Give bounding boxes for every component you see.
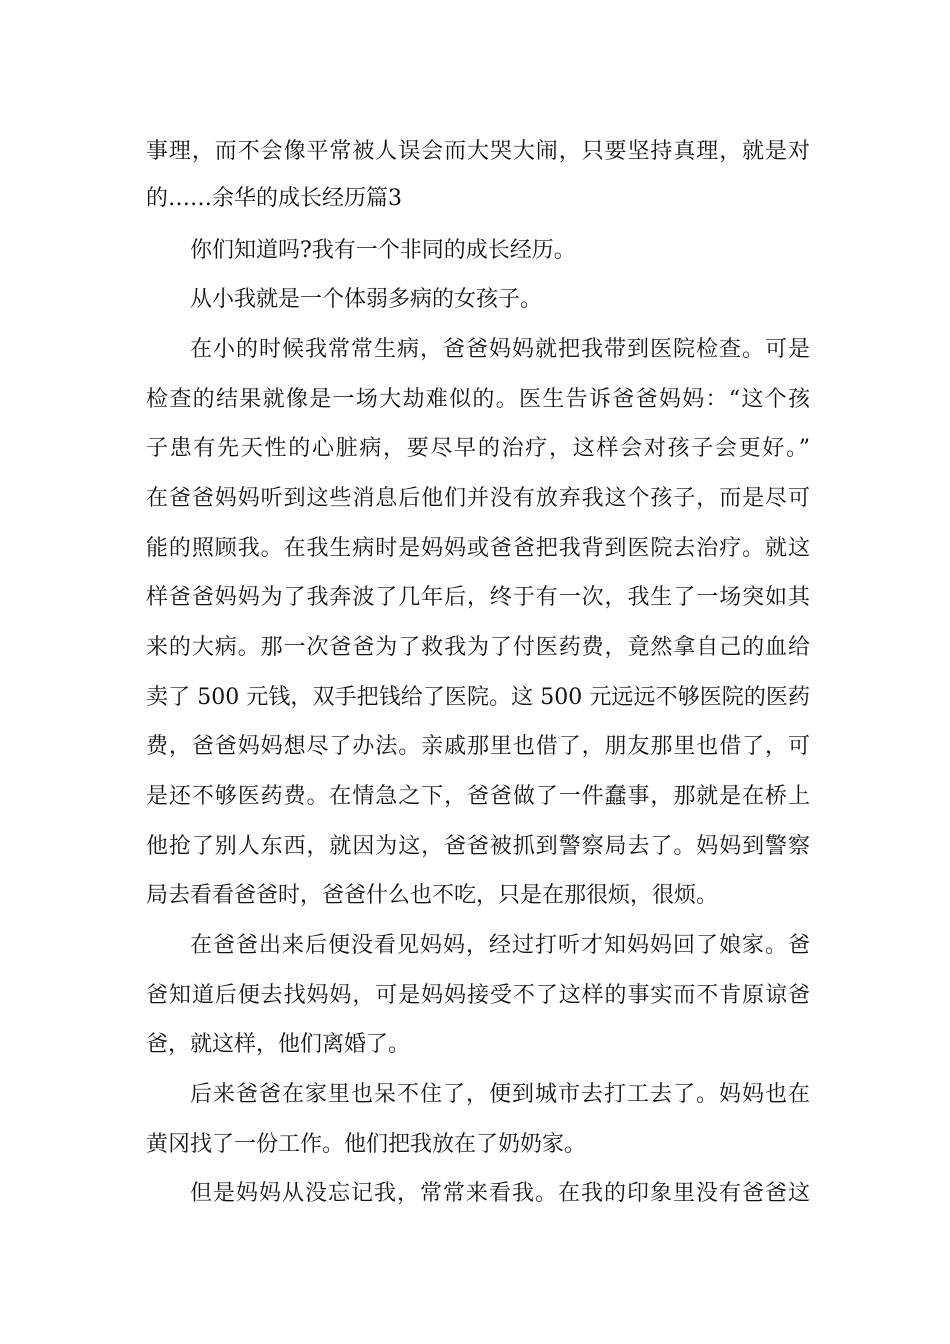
paragraph-first-line: 在小的时候我常常生病，爸爸妈妈就把我带到医院检查。可是 [190, 337, 810, 362]
text-line: 费，爸爸妈妈想尽了办法。亲戚那里也借了，朋友那里也借了，可 [146, 734, 810, 759]
paragraph-first-line: 但是妈妈从没忘记我，常常来看我。在我的印象里没有爸爸这 [190, 1181, 810, 1206]
paragraph-first-line: 在爸爸出来后便没看见妈妈，经过打听才知妈妈回了娘家。爸 [190, 933, 810, 958]
text-line: 的……余华的成长经历篇3 [146, 186, 402, 211]
paragraph-first-line: 从小我就是一个体弱多病的女孩子。 [190, 287, 543, 312]
text-line: 他抢了别人东西，就因为这，爸爸被抓到警察局去了。妈妈到警察 [146, 834, 810, 859]
text-line: 是还不够医药费。在情急之下，爸爸做了一件蠢事，那就是在桥上 [146, 784, 810, 809]
text-line: 样爸爸妈妈为了我奔波了几年后，终于有一次，我生了一场突如其 [146, 585, 810, 610]
text-line: 卖了 500 元钱，双手把钱给了医院。这 500 元远远不够医院的医药 [146, 685, 810, 710]
text-line: 局去看看爸爸时，爸爸什么也不吃，只是在那很烦，很烦。 [146, 883, 719, 908]
text-line: 子患有先天性的心脏病，要尽早的治疗，这样会对孩子会更好。” [146, 436, 810, 461]
text-line: 黄冈找了一份工作。他们把我放在了奶奶家。 [146, 1132, 587, 1157]
text-line: 爸，就这样，他们离婚了。 [146, 1032, 411, 1057]
text-line: 在爸爸妈妈听到这些消息后他们并没有放弃我这个孩子，而是尽可 [146, 486, 810, 511]
text-line: 检查的结果就像是一场大劫难似的。医生告诉爸爸妈妈：“这个孩 [146, 387, 810, 412]
text-line: 来的大病。那一次爸爸为了救我为了付医药费，竟然拿自己的血给 [146, 635, 810, 660]
text-line: 能的照顾我。在我生病时是妈妈或爸爸把我背到医院去治疗。就这 [146, 536, 810, 561]
paragraph-first-line: 你们知道吗?我有一个非同的成长经历。 [190, 238, 576, 263]
text-line: 爸知道后便去找妈妈，可是妈妈接受不了这样的事实而不肯原谅爸 [146, 983, 810, 1008]
text-line: 事理，而不会像平常被人误会而大哭大闹，只要坚持真理，就是对 [146, 139, 810, 164]
paragraph-first-line: 后来爸爸在家里也呆不住了，便到城市去打工去了。妈妈也在 [190, 1082, 810, 1107]
